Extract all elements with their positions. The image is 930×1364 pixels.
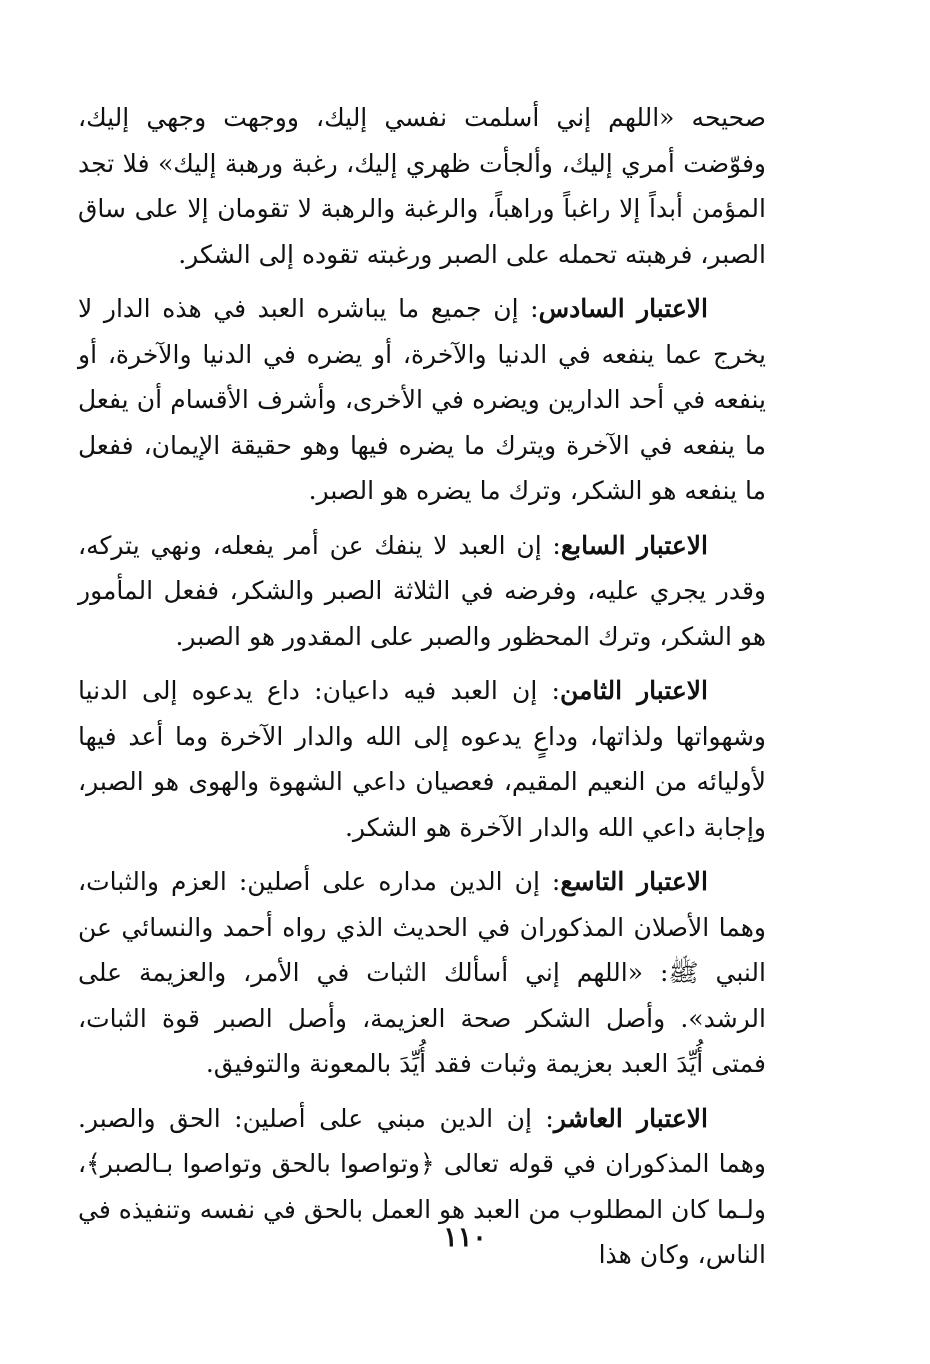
page-body <box>78 95 766 1287</box>
paragraph-1-text: صحيحه «اللهم إني أسلمت نفسي إليك، ووجهت وجهي إليك، وفوّضت أمري إليك، وألجأت ظهري إليك، رغبة ورهبة إليك» فلا تجد المؤمن أبداً إلا راغباً وراهباً، والرغبة والرهبة لا تقومان إلا على ساق الصبر، فرهبته تحمله على الصبر ورغبته تقوده إلى الشكر. <box>78 103 766 269</box>
paragraph-4-text: : إن العبد فيه داعيان: داع يدعوه إلى الدنيا وشهواتها ولذاتها، وداعٍ يدعوه إلى الله والدار الآخرة وما أعد فيها لأوليائه من النعيم المقيم، فعصيان داعي الشهوة والهوى هو الصبر، وإجابة داعي الله والدار الآخرة هو الشكر. <box>78 676 766 842</box>
paragraph-2 <box>78 286 766 514</box>
paragraph-3-lead: الاعتبار السابع <box>560 530 708 560</box>
paragraph-6-text: : إن الدين مبني على أصلين: الحق والصبر. وهما المذكوران في قوله تعالى ﴿وتواصوا بالحق وتواصوا بـالصبر﴾، ولـما كان المطلوب من العبد هو العمل بالحق في نفسه وتنفيذه في الناس، وكان هذا <box>78 1103 766 1269</box>
paragraph-3 <box>78 523 766 660</box>
paragraph-2-text: : إن جميع ما يباشره العبد في هذه الدار لا يخرج عما ينفعه في الدنيا والآخرة، أو يضره في الدنيا والآخرة، أو ينفعه في أحد الدارين ويضره في الأخرى، وأشرف الأقسام أن يفعل ما ينفعه في الآخرة ويترك ما يضره فيها وهو حقيقة الإيمان، ففعل ما ينفعه هو الشكر، وترك ما يضره هو الصبر. <box>78 294 766 505</box>
paragraph-2-lead: الاعتبار السادس <box>538 294 708 323</box>
paragraph-1 <box>78 95 766 277</box>
paragraph-5-text: : إن الدين مداره على أصلين: العزم والثبات، وهما الأصلان المذكوران في الحديث الذي رواه أحمد والنسائي عن النبي ﷺ: «اللهم إني أسألك الثبات في الأمر، والعزيمة على الرشد». وأصل الشكر صحة العزيمة، وأصل الصبر قوة الثبات، فمتى أُيِّدَ العبد بعزيمة وثبات فقد أُيِّدَ بالمعونة والتوفيق. <box>78 867 766 1078</box>
page-number: ١١٠ <box>443 1222 487 1253</box>
paragraph-3-text: : إن العبد لا ينفك عن أمر يفعله، ونهي يتركه، وقدر يجري عليه، وفرضه في الثلاثة الصبر والشكر، ففعل المأمور هو الشكر، وترك المحظور والصبر على المقدور هو الصبر. <box>78 530 766 651</box>
paragraph-4 <box>78 668 766 850</box>
paragraph-6-lead: الاعتبار العاشر <box>553 1103 708 1133</box>
paragraph-4-lead: الاعتبار الثامن <box>559 676 709 705</box>
paragraph-5 <box>78 859 766 1087</box>
paragraph-5-lead: الاعتبار التاسع <box>560 867 708 896</box>
